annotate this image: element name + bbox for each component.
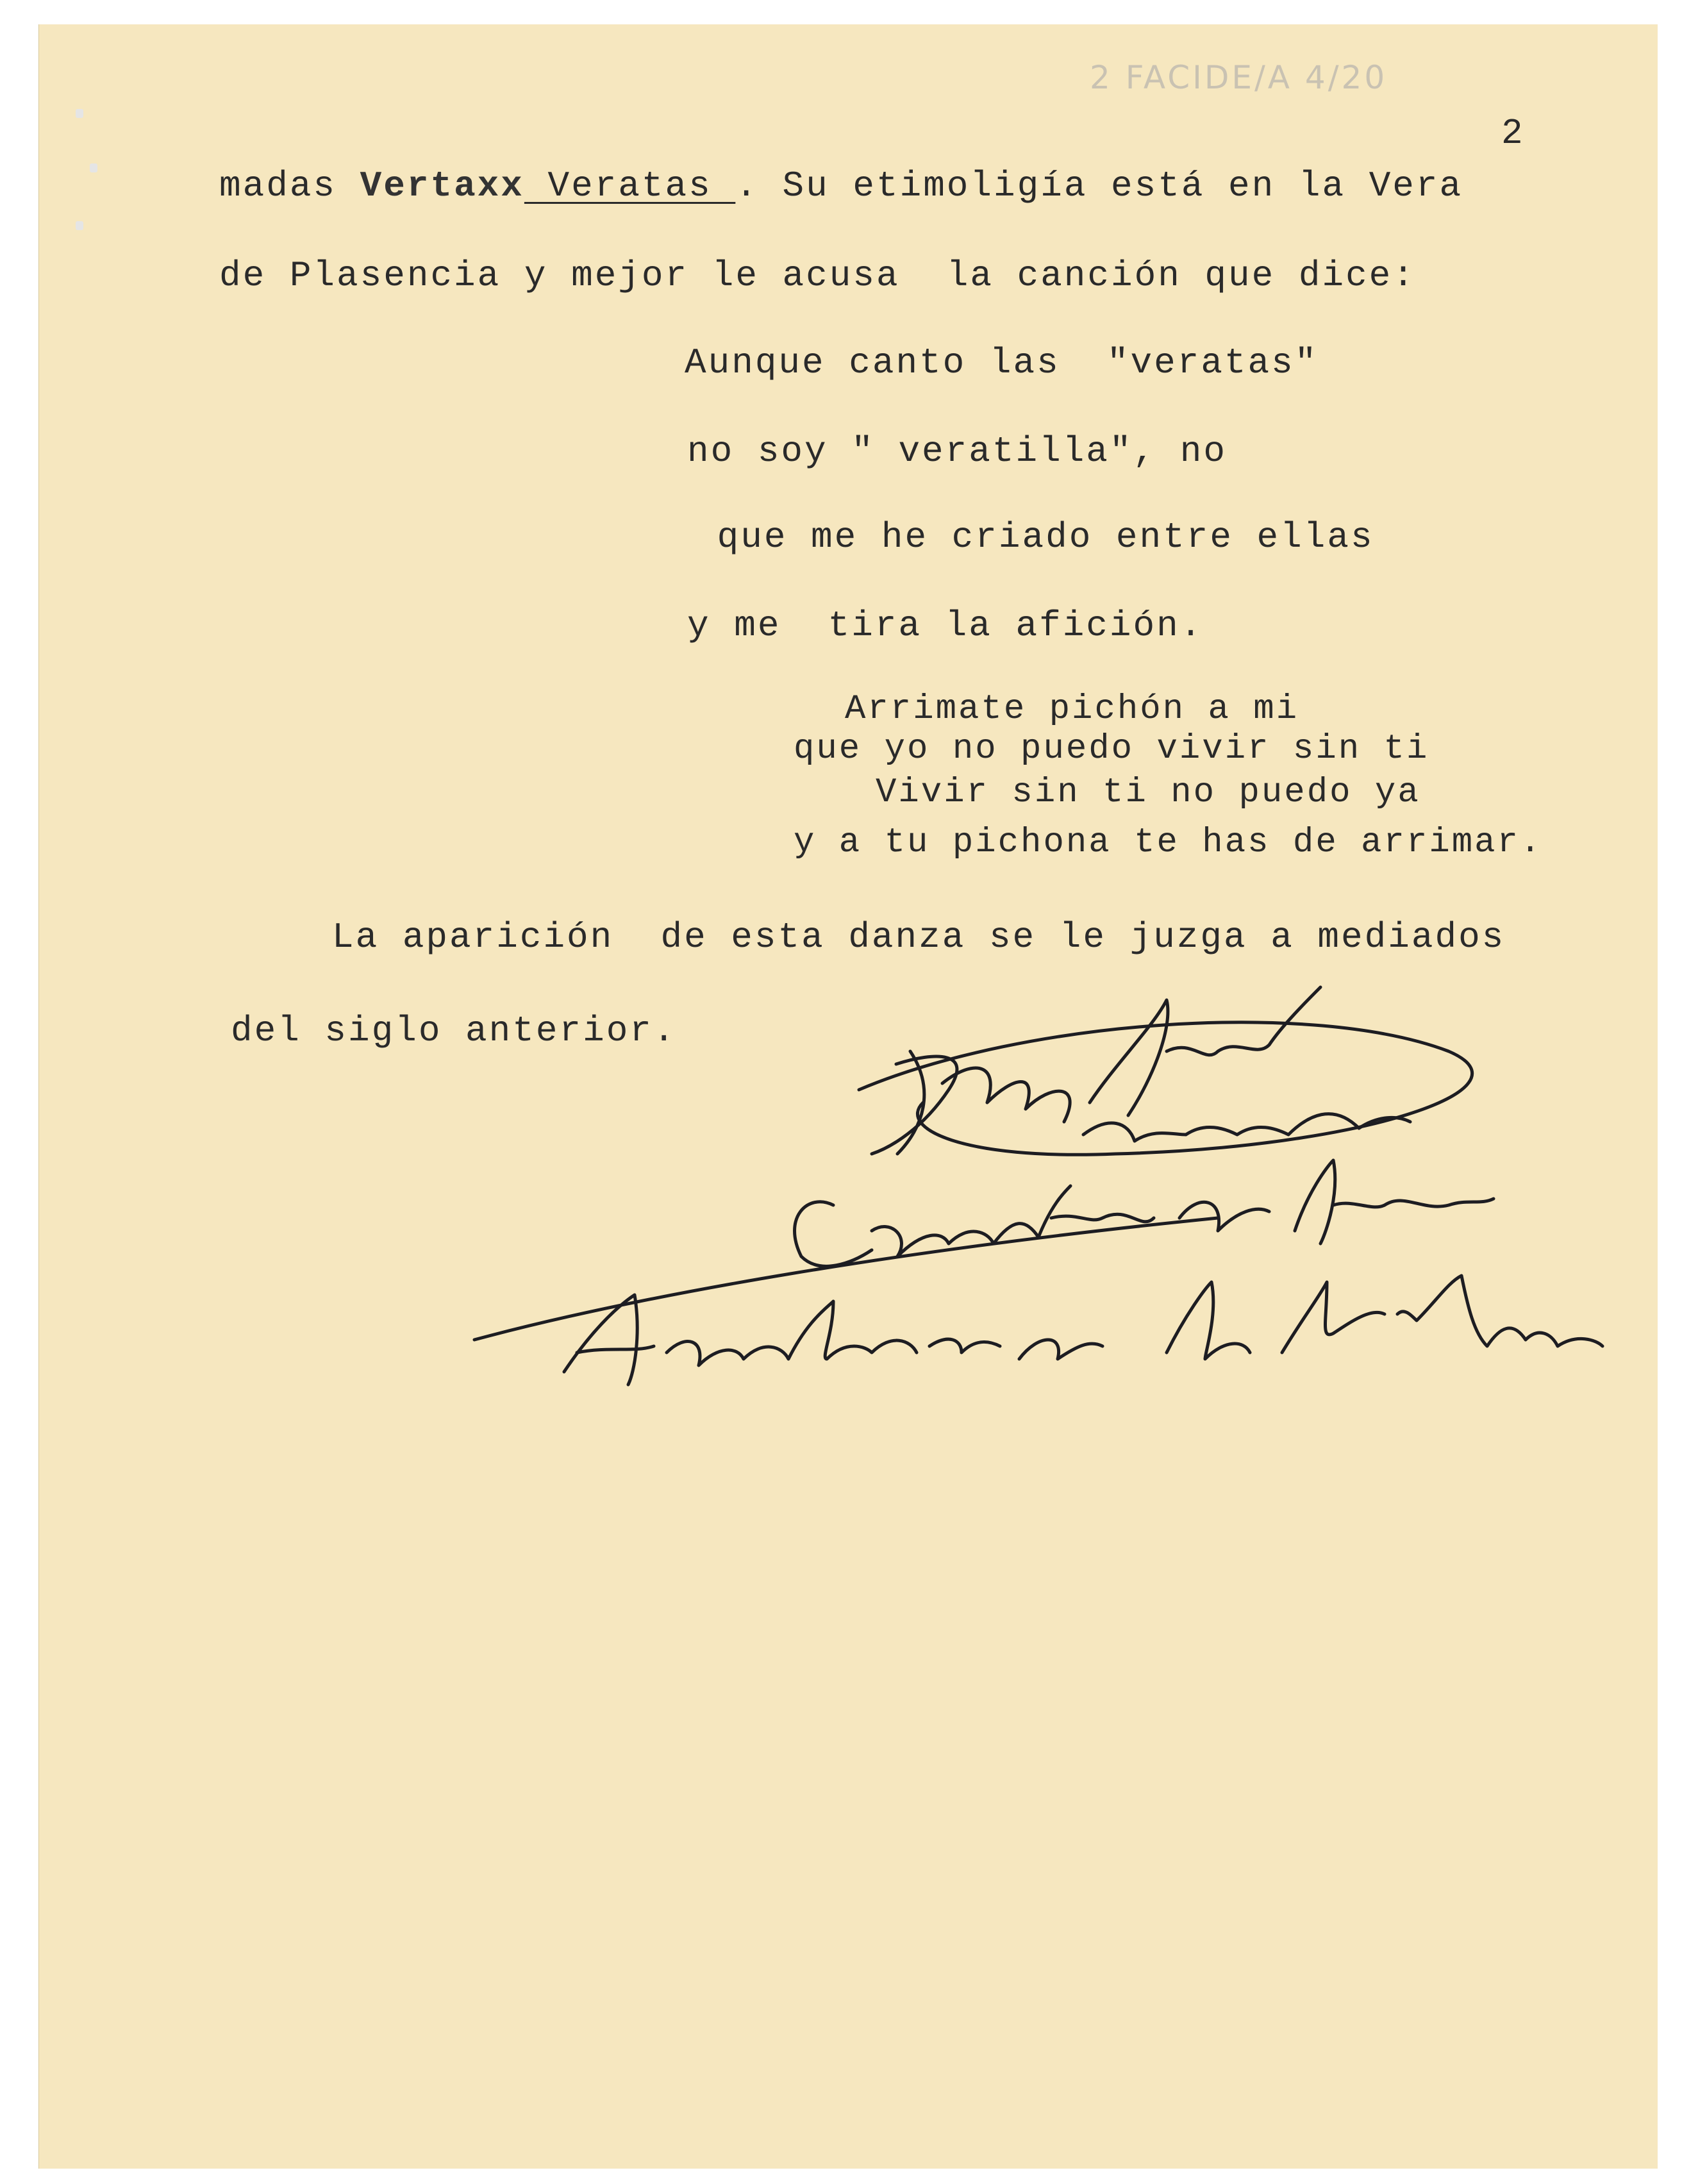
text-segment: . Su etimoligía está en la Vera: [735, 165, 1463, 206]
verse-2-line: Vivir sin ti no puedo ya: [876, 773, 1420, 812]
verse-1-line: que me he criado entre ellas: [694, 517, 1374, 558]
verse-2-line: y a tu pichona te has de arrimar.: [794, 823, 1543, 862]
verse-2-line: Arrimate pichón a mi: [845, 690, 1299, 729]
signature-surname: [1083, 1114, 1410, 1141]
text-segment: madas: [219, 165, 360, 206]
signature-title-2: [564, 1276, 1603, 1385]
page-number: 2: [1501, 113, 1525, 154]
paragraph-2-line-1: La aparición de esta danza se le juzga a mediados: [332, 917, 1506, 958]
verse-1-line: y me tira la afición.: [687, 605, 1204, 646]
signature-strike-line: [474, 1218, 1218, 1340]
verse-1-line: Aunque canto las "veratas": [685, 342, 1319, 383]
verse-1-line: no soy " veratilla", no: [687, 431, 1227, 472]
pencil-note: 2 FACIDE/A 4/20: [1090, 59, 1388, 96]
paragraph-1-line-2: de Plasencia y mejor le acusa la canción que dice:: [219, 255, 1416, 296]
struck-word: Vertaxx: [360, 165, 524, 206]
underlined-word: Veratas: [524, 165, 736, 206]
verse-2-line: que yo no puedo vivir sin ti: [794, 729, 1429, 769]
paragraph-2-line-2: del siglo anterior.: [231, 1010, 677, 1051]
signature-title-1: [795, 1160, 1494, 1266]
